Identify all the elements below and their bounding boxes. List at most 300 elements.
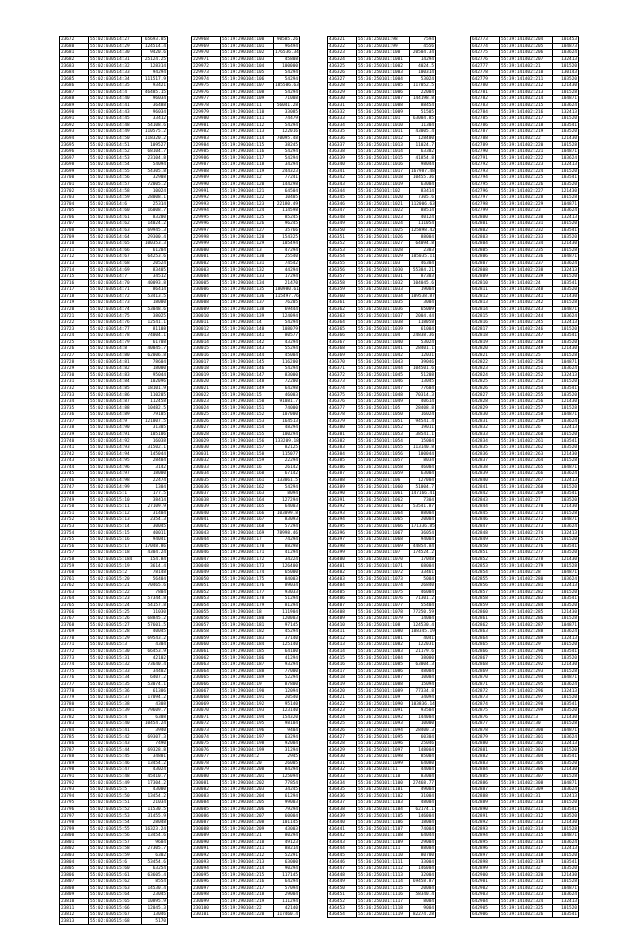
table-row <box>60 168 167 175</box>
value-cell: 79294 <box>274 806 300 813</box>
value-cell: 103520 <box>553 129 579 136</box>
row-id-cell: 23810 <box>60 898 89 905</box>
value-cell: 164513 <box>274 418 300 425</box>
value-cell: 77604 <box>410 385 436 392</box>
cadastral-number-cell: 55:39:141402:283 <box>500 596 553 603</box>
table-row <box>328 773 435 780</box>
cadastral-number-cell: 55:02:030514:91 <box>89 431 142 438</box>
row-id-cell: 230002 <box>192 260 221 267</box>
value-cell: 18000 <box>142 471 168 478</box>
row-id-cell: 230042 <box>192 523 221 530</box>
table-row <box>471 556 578 563</box>
table-row <box>471 372 578 379</box>
cadastral-number-cell: 55:19:290104:194 <box>221 714 274 721</box>
table-row <box>192 852 299 859</box>
row-id-cell: 23803 <box>60 852 89 859</box>
table-row <box>471 589 578 596</box>
table-row <box>471 648 578 655</box>
table-row <box>60 615 167 622</box>
value-cell: 90294 <box>274 865 300 872</box>
row-id-cell: 642832 <box>471 425 500 432</box>
value-cell: 128314 <box>142 63 168 70</box>
value-cell: 27468.77 <box>410 780 436 787</box>
table-row <box>328 458 435 465</box>
row-id-cell: 23781 <box>60 707 89 714</box>
value-cell: 83200 <box>142 214 168 221</box>
cadastral-number-cell: 55:19:290104:16 <box>221 464 274 471</box>
row-id-cell: 23754 <box>60 530 89 537</box>
table-row <box>192 214 299 221</box>
row-id-cell: 23701 <box>60 181 89 188</box>
table-row <box>471 865 578 872</box>
cadastral-number-cell: 55:36:250101:1014 <box>357 148 410 155</box>
table-row <box>60 385 167 392</box>
cadastral-number-cell: 55:36:250101:1089 <box>357 688 410 695</box>
table-row <box>192 576 299 583</box>
row-id-cell: 23706 <box>60 214 89 221</box>
row-id-cell: 642869 <box>471 668 500 675</box>
row-id-cell: 436328 <box>328 83 357 90</box>
cadastral-number-cell: 55:02:030515:53 <box>89 813 142 820</box>
cadastral-number-cell: 55:02:030515:55 <box>89 826 142 833</box>
cadastral-number-cell: 55:19:290104:2 <box>221 754 274 761</box>
row-id-cell: 642865 <box>471 642 500 649</box>
table-row <box>328 56 435 63</box>
cadastral-number-cell: 55:02:030515:25 <box>89 609 142 616</box>
value-cell: 52294 <box>274 675 300 682</box>
cadastral-number-cell: 55:39:141402:30 <box>500 721 553 728</box>
value-cell: 2945 <box>274 754 300 761</box>
value-cell: 68845.2 <box>142 615 168 622</box>
table-row <box>471 37 578 43</box>
value-cell: 145044 <box>142 451 168 458</box>
row-id-cell: 436341 <box>328 168 357 175</box>
row-id-cell: 642826 <box>471 385 500 392</box>
value-cell: 4304 <box>142 642 168 649</box>
row-id-cell: 436353 <box>328 247 357 254</box>
cadastral-number-cell: 55:39:141402:23 <box>500 208 553 215</box>
cadastral-number-cell: 55:19:290104:142 <box>221 339 274 346</box>
value-cell: 101520 <box>553 536 579 543</box>
cadastral-number-cell: 55:36:250101:1005 <box>357 83 410 90</box>
cadastral-number-cell: 55:36:250101:1010 <box>357 122 410 129</box>
value-cell: 103541 <box>553 227 579 234</box>
table-row <box>192 398 299 405</box>
cadastral-number-cell: 55:36:250101:1112 <box>357 865 410 872</box>
row-id-cell: 436384 <box>328 451 357 458</box>
row-id-cell: 230045 <box>192 543 221 550</box>
cadastral-number-cell: 55:19:290104:178 <box>221 596 274 603</box>
row-id-cell: 23766 <box>60 609 89 616</box>
value-cell: 174524.2 <box>410 550 436 557</box>
table-row <box>192 102 299 109</box>
table-row <box>192 747 299 754</box>
row-id-cell: 642897 <box>471 852 500 859</box>
table-row <box>60 780 167 787</box>
cadastral-number-cell: 55:39:141402:32 <box>500 865 553 872</box>
cadastral-number-cell: 55:19:290104:128 <box>221 234 274 241</box>
cadastral-number-cell: 55:19:290104:173 <box>221 563 274 570</box>
value-cell: 41854.8 <box>410 155 436 162</box>
cadastral-number-cell: 55:36:250101:111 <box>357 846 410 853</box>
row-id-cell: 23738 <box>60 425 89 432</box>
row-id-cell: 642840 <box>471 477 500 484</box>
value-cell: 31305 <box>142 425 168 432</box>
value-cell: 77000 <box>274 668 300 675</box>
table-row <box>328 609 435 616</box>
value-cell: 103541 <box>553 859 579 866</box>
row-id-cell: 642827 <box>471 392 500 399</box>
table-row <box>60 254 167 261</box>
value-cell: 132413 <box>553 477 579 484</box>
row-id-cell: 23704 <box>60 201 89 208</box>
row-id-cell: 229974 <box>192 76 221 83</box>
cadastral-number-cell: 55:39:141402:260 <box>500 431 553 438</box>
value-cell: 86414 <box>142 286 168 293</box>
cadastral-number-cell: 55:19:290104:197 <box>221 734 274 741</box>
row-id-cell: 642780 <box>471 83 500 90</box>
table-row <box>60 267 167 274</box>
value-cell: 43024 <box>142 767 168 774</box>
row-id-cell: 23751 <box>60 510 89 517</box>
value-cell: 121430 <box>553 240 579 247</box>
value-cell: 103541 <box>553 648 579 655</box>
value-cell: 63294 <box>274 734 300 741</box>
cadastral-number-cell: 55:36:250101:1107 <box>357 826 410 833</box>
table-row <box>471 286 578 293</box>
value-cell: 103520 <box>553 339 579 346</box>
value-cell: 110575.2 <box>142 129 168 136</box>
value-cell: 115077 <box>274 451 300 458</box>
row-id-cell: 23744 <box>60 464 89 471</box>
table-row <box>60 411 167 418</box>
row-id-cell: 436429 <box>328 747 357 754</box>
row-id-cell: 23694 <box>60 135 89 142</box>
cadastral-number-cell: 55:02:030514:31 <box>89 56 142 63</box>
table-row <box>60 832 167 839</box>
cadastral-number-cell: 55:02:030515:59 <box>89 852 142 859</box>
table-row <box>60 418 167 425</box>
table-row <box>60 56 167 63</box>
value-cell: 38245 <box>274 142 300 149</box>
table-row <box>471 773 578 780</box>
table-row <box>60 280 167 287</box>
row-id-cell: 642841 <box>471 484 500 491</box>
value-cell: 55404 <box>410 602 436 609</box>
table-row <box>60 490 167 497</box>
value-cell: 109527 <box>142 142 168 149</box>
value-cell: 100353.3 <box>142 240 168 247</box>
table-row <box>328 333 435 340</box>
cadastral-number-cell: 55:36:250101:1025 <box>357 227 410 234</box>
value-cell: 7305.6 <box>410 194 436 201</box>
value-cell: 25540 <box>274 254 300 261</box>
cadastral-number-cell: 55:02:030515:66 <box>89 905 142 912</box>
row-id-cell: 436321 <box>328 37 357 43</box>
row-id-cell: 229998 <box>192 234 221 241</box>
value-cell: 74479 <box>274 115 300 122</box>
cadastral-number-cell: 55:39:141402:316 <box>500 839 553 846</box>
table-row <box>192 280 299 287</box>
cadastral-number-cell: 55:19:290104:122 <box>221 194 274 201</box>
value-cell: 144198.8 <box>410 96 436 103</box>
value-cell: 103624 <box>553 892 579 899</box>
row-id-cell: 230071 <box>192 714 221 721</box>
cadastral-number-cell: 55:39:141402:213 <box>500 89 553 96</box>
row-id-cell: 23805 <box>60 865 89 872</box>
value-cell: 54294 <box>274 122 300 129</box>
table-row <box>192 254 299 261</box>
cadastral-number-cell: 55:19:290104:155 <box>221 431 274 438</box>
table-row <box>471 392 578 399</box>
cadastral-number-cell: 55:19:290104:144 <box>221 352 274 359</box>
row-id-cell: 642818 <box>471 333 500 340</box>
cadastral-number-cell: 55:19:290104:207 <box>221 813 274 820</box>
table-row <box>192 629 299 636</box>
cadastral-number-cell: 55:19:290104:148 <box>221 379 274 386</box>
table-row <box>60 786 167 793</box>
table-row <box>328 319 435 326</box>
table-row <box>471 280 578 287</box>
table-row <box>471 707 578 714</box>
table-row <box>192 707 299 714</box>
value-cell: 102096 <box>142 379 168 386</box>
value-cell: 121430 <box>553 556 579 563</box>
value-cell: 47294 <box>274 247 300 254</box>
cadastral-number-cell: 55:02:030515:34 <box>89 675 142 682</box>
table-row <box>328 69 435 76</box>
table-row <box>328 517 435 524</box>
value-cell: 104871 <box>553 359 579 366</box>
cadastral-number-cell: 55:39:141402:206 <box>500 50 553 57</box>
value-cell: 121430 <box>553 819 579 826</box>
value-cell: 24838.36 <box>410 333 436 340</box>
row-id-cell: 230001 <box>192 254 221 261</box>
value-cell: 68104.7 <box>142 148 168 155</box>
cadastral-number-cell: 55:39:141402:288 <box>500 629 553 636</box>
table-row <box>60 793 167 800</box>
cadastral-number-cell: 55:02:030515:63 <box>89 885 142 892</box>
table-row <box>328 767 435 774</box>
row-id-cell: 23780 <box>60 701 89 708</box>
cadastral-number-cell: 55:19:290104:114 <box>221 135 274 142</box>
value-cell: 20540 <box>274 694 300 701</box>
row-id-cell: 230074 <box>192 734 221 741</box>
cadastral-number-cell: 55:19:290104:105 <box>221 69 274 76</box>
table-row <box>60 852 167 859</box>
value-cell: 34224 <box>274 556 300 563</box>
table-row <box>192 793 299 800</box>
cadastral-number-cell: 55:36:250101:1023 <box>357 214 410 221</box>
row-id-cell: 436440 <box>328 819 357 826</box>
cadastral-number-cell: 55:36:250101:1012 <box>357 135 410 142</box>
row-id-cell: 23791 <box>60 773 89 780</box>
row-id-cell: 642858 <box>471 596 500 603</box>
table-row <box>192 201 299 208</box>
value-cell: 115497.76 <box>275 293 299 299</box>
cadastral-number-cell: 55:19:290104:209 <box>221 826 274 833</box>
cadastral-number-cell: 55:19:290104:113 <box>221 129 274 136</box>
row-id-cell: 642789 <box>471 142 500 149</box>
cadastral-number-cell: 55:36:250101:1054 <box>357 438 410 445</box>
cadastral-number-cell: 55:02:030515:43 <box>89 740 142 747</box>
value-cell: 88004 <box>410 846 436 853</box>
cadastral-number-cell: 55:36:250101:101 <box>357 115 410 122</box>
row-id-cell: 23797 <box>60 813 89 820</box>
value-cell: 77241 <box>274 175 300 182</box>
value-cell: 104871 <box>553 464 579 471</box>
value-cell: 101520 <box>553 63 579 70</box>
cadastral-number-cell: 55:19:290104:11 <box>221 102 274 109</box>
value-cell: 83093 <box>274 517 300 524</box>
table-row <box>471 504 578 511</box>
table-row <box>60 773 167 780</box>
value-cell: 101520 <box>553 642 579 649</box>
table-row <box>60 451 167 458</box>
cadastral-number-cell: 55:02:030515:16 <box>89 536 142 543</box>
cadastral-number-cell: 55:39:141402:313 <box>500 819 553 826</box>
table-row <box>60 155 167 162</box>
value-cell: 19004 <box>410 286 436 293</box>
row-id-cell: 23769 <box>60 629 89 636</box>
value-cell: 93294 <box>274 661 300 668</box>
cadastral-number-cell: 55:36:250101:1038 <box>357 319 410 326</box>
value-cell: 133061.5 <box>274 477 300 484</box>
value-cell: 54294 <box>274 89 300 96</box>
table-row <box>192 622 299 629</box>
cadastral-number-cell: 55:19:290104:116 <box>221 148 274 155</box>
value-cell: 6302 <box>142 852 168 859</box>
data-table <box>471 37 578 917</box>
value-cell: 84003 <box>274 576 300 583</box>
value-cell: 132413 <box>553 582 579 589</box>
value-cell: 53024 <box>410 76 436 83</box>
table-row <box>471 168 578 175</box>
row-id-cell: 23724 <box>60 333 89 340</box>
table-row <box>192 543 299 550</box>
cadastral-number-cell: 55:02:030515:22 <box>89 589 142 596</box>
value-cell: 95140 <box>274 701 300 708</box>
value-cell: 10024 <box>142 188 168 195</box>
cadastral-number-cell: 55:02:030514:35 <box>89 83 142 90</box>
value-cell: 89034 <box>274 582 300 589</box>
table-row <box>192 484 299 491</box>
table-row <box>471 234 578 241</box>
value-cell: 53541.87 <box>410 504 436 511</box>
table-row <box>328 352 435 359</box>
row-id-cell: 436389 <box>328 484 357 491</box>
value-cell: 64080 <box>410 760 436 767</box>
row-id-cell: 23672 <box>60 37 89 43</box>
row-id-cell: 436387 <box>328 471 357 478</box>
value-cell: 103541 <box>553 543 579 550</box>
table-row <box>328 504 435 511</box>
value-cell: 67142 <box>274 471 300 478</box>
table-row <box>471 333 578 340</box>
value-cell: 70465.6 <box>142 582 168 589</box>
cadastral-number-cell: 55:39:141402:207 <box>500 56 553 63</box>
row-id-cell: 230023 <box>192 398 221 405</box>
table-row <box>60 161 167 168</box>
cadastral-number-cell: 55:02:030515:67 <box>89 911 142 918</box>
cadastral-number-cell: 55:02:030515:1 <box>89 490 142 497</box>
row-id-cell: 642815 <box>471 313 500 320</box>
table-row <box>328 556 435 563</box>
cadastral-number-cell: 55:19:290104:167 <box>221 517 274 524</box>
value-cell: 103541 <box>553 122 579 129</box>
value-cell: 80294 <box>274 832 300 839</box>
table-row <box>471 859 578 866</box>
cadastral-number-cell: 55:39:141402:214 <box>500 96 553 103</box>
value-cell: 101528 <box>553 773 579 780</box>
value-cell: 94294 <box>142 69 168 76</box>
row-id-cell: 436390 <box>328 490 357 497</box>
row-id-cell: 642810 <box>471 280 500 287</box>
table-row <box>471 543 578 550</box>
value-cell: 44854.84 <box>410 543 436 550</box>
value-cell: 8034 <box>410 458 436 465</box>
table-row <box>328 129 435 136</box>
row-id-cell: 642890 <box>471 806 500 813</box>
value-cell: 132413 <box>553 425 579 432</box>
row-id-cell: 230018 <box>192 365 221 372</box>
table-row <box>192 115 299 122</box>
value-cell: 57344.8 <box>142 596 168 603</box>
value-cell: 103520 <box>553 707 579 714</box>
cadastral-number-cell: 55:19:290104:17 <box>221 536 274 543</box>
value-cell: 4041 <box>410 635 436 642</box>
value-cell: 14004 <box>410 615 436 622</box>
value-cell: 121430 <box>553 661 579 668</box>
cadastral-number-cell: 55:19:290104:129 <box>221 240 274 247</box>
cadastral-number-cell: 55:02:030515:19 <box>89 563 142 570</box>
value-cell: 122016 <box>274 129 300 136</box>
table-row <box>471 852 578 859</box>
value-cell: 121430 <box>553 767 579 774</box>
cadastral-number-cell: 55:19:290104:121 <box>221 188 274 195</box>
value-cell: 94041 <box>142 536 168 543</box>
cadastral-number-cell: 55:36:250101:1004 <box>357 76 410 83</box>
table-row <box>192 208 299 215</box>
table-row <box>192 76 299 83</box>
table-row <box>60 872 167 879</box>
value-cell: 132413 <box>553 372 579 379</box>
row-id-cell: 436362 <box>328 306 357 313</box>
value-cell: 7490 <box>142 740 168 747</box>
cadastral-number-cell: 55:02:030515:48 <box>89 773 142 780</box>
cadastral-number-cell: 55:36:250101:109 <box>357 694 410 701</box>
row-id-cell: 642852 <box>471 556 500 563</box>
value-cell: 109538.87 <box>411 293 435 299</box>
value-cell: 7804 <box>142 589 168 596</box>
value-cell: 31294 <box>274 747 300 754</box>
cadastral-number-cell: 55:39:141402:300 <box>500 727 553 734</box>
row-id-cell: 23798 <box>60 819 89 826</box>
row-id-cell: 23682 <box>60 56 89 63</box>
row-id-cell: 230021 <box>192 385 221 392</box>
value-cell: 10895.9 <box>142 898 168 905</box>
table-row <box>328 102 435 109</box>
table-row <box>471 148 578 155</box>
table-row <box>471 214 578 221</box>
row-id-cell: 642892 <box>471 819 500 826</box>
value-cell: 96494 <box>274 43 300 50</box>
row-id-cell: 642857 <box>471 589 500 596</box>
row-id-cell: 230096 <box>192 879 221 886</box>
cadastral-number-cell: 55:39:141402:227 <box>500 188 553 195</box>
value-cell: 53413.5 <box>142 293 168 300</box>
row-id-cell: 230029 <box>192 438 221 445</box>
